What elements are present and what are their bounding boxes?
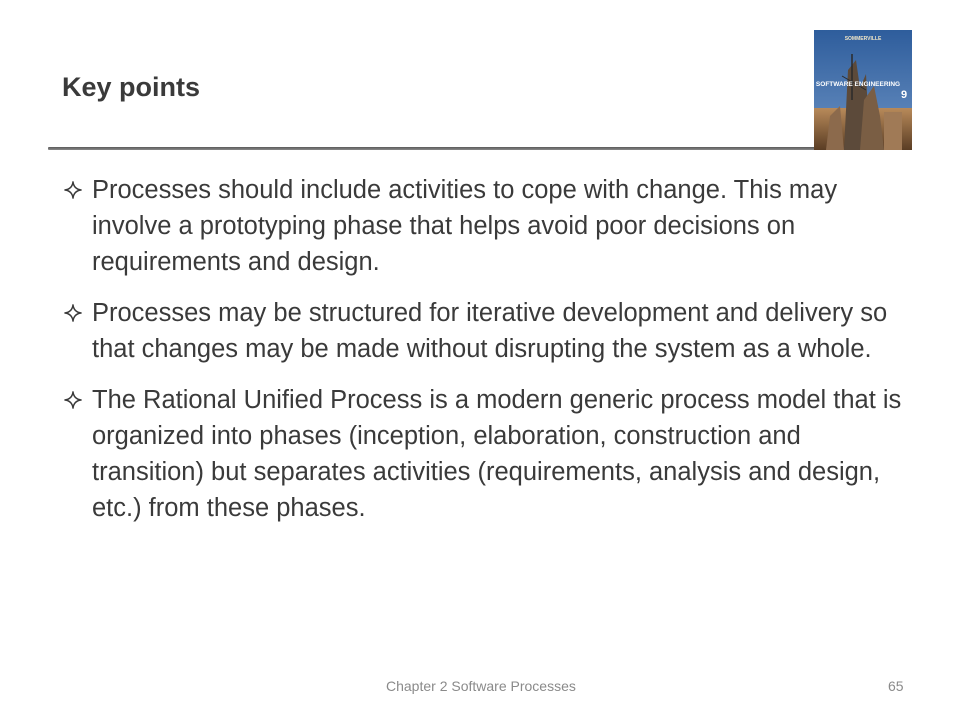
four-point-star-icon bbox=[62, 172, 84, 208]
list-item bbox=[62, 172, 902, 280]
bullet-text: The Rational Unified Process is a modern generic process model that is organized into phases (inception, elaboration, construction and transition) but separates activities (requirements, analysis and design, etc.) from these phases. bbox=[92, 386, 902, 522]
slide-footer bbox=[0, 678, 960, 700]
page-number: 65 bbox=[888, 678, 904, 694]
book-cover-image bbox=[814, 30, 912, 150]
slide-title: Key points bbox=[62, 72, 201, 102]
footer-chapter-title: Chapter 2 Software Processes bbox=[386, 678, 576, 694]
cover-edition: 9 bbox=[900, 89, 908, 101]
list-item bbox=[62, 295, 902, 367]
four-point-star-icon bbox=[62, 295, 84, 331]
bullet-text: Processes should include activities to cope with change. This may involve a prototyping phase that helps avoid poor decisions on requirements and design. bbox=[92, 176, 838, 276]
bullet-text: Processes may be structured for iterative development and delivery so that changes may be made without disrupting the system as a whole. bbox=[92, 299, 888, 363]
title-divider bbox=[48, 147, 818, 150]
bullet-list bbox=[62, 172, 902, 541]
list-item bbox=[62, 382, 902, 526]
four-point-star-icon bbox=[62, 382, 84, 418]
cover-author: SOMMERVILLE bbox=[844, 36, 882, 42]
cover-title: SOFTWARE ENGINEERING bbox=[815, 81, 901, 88]
